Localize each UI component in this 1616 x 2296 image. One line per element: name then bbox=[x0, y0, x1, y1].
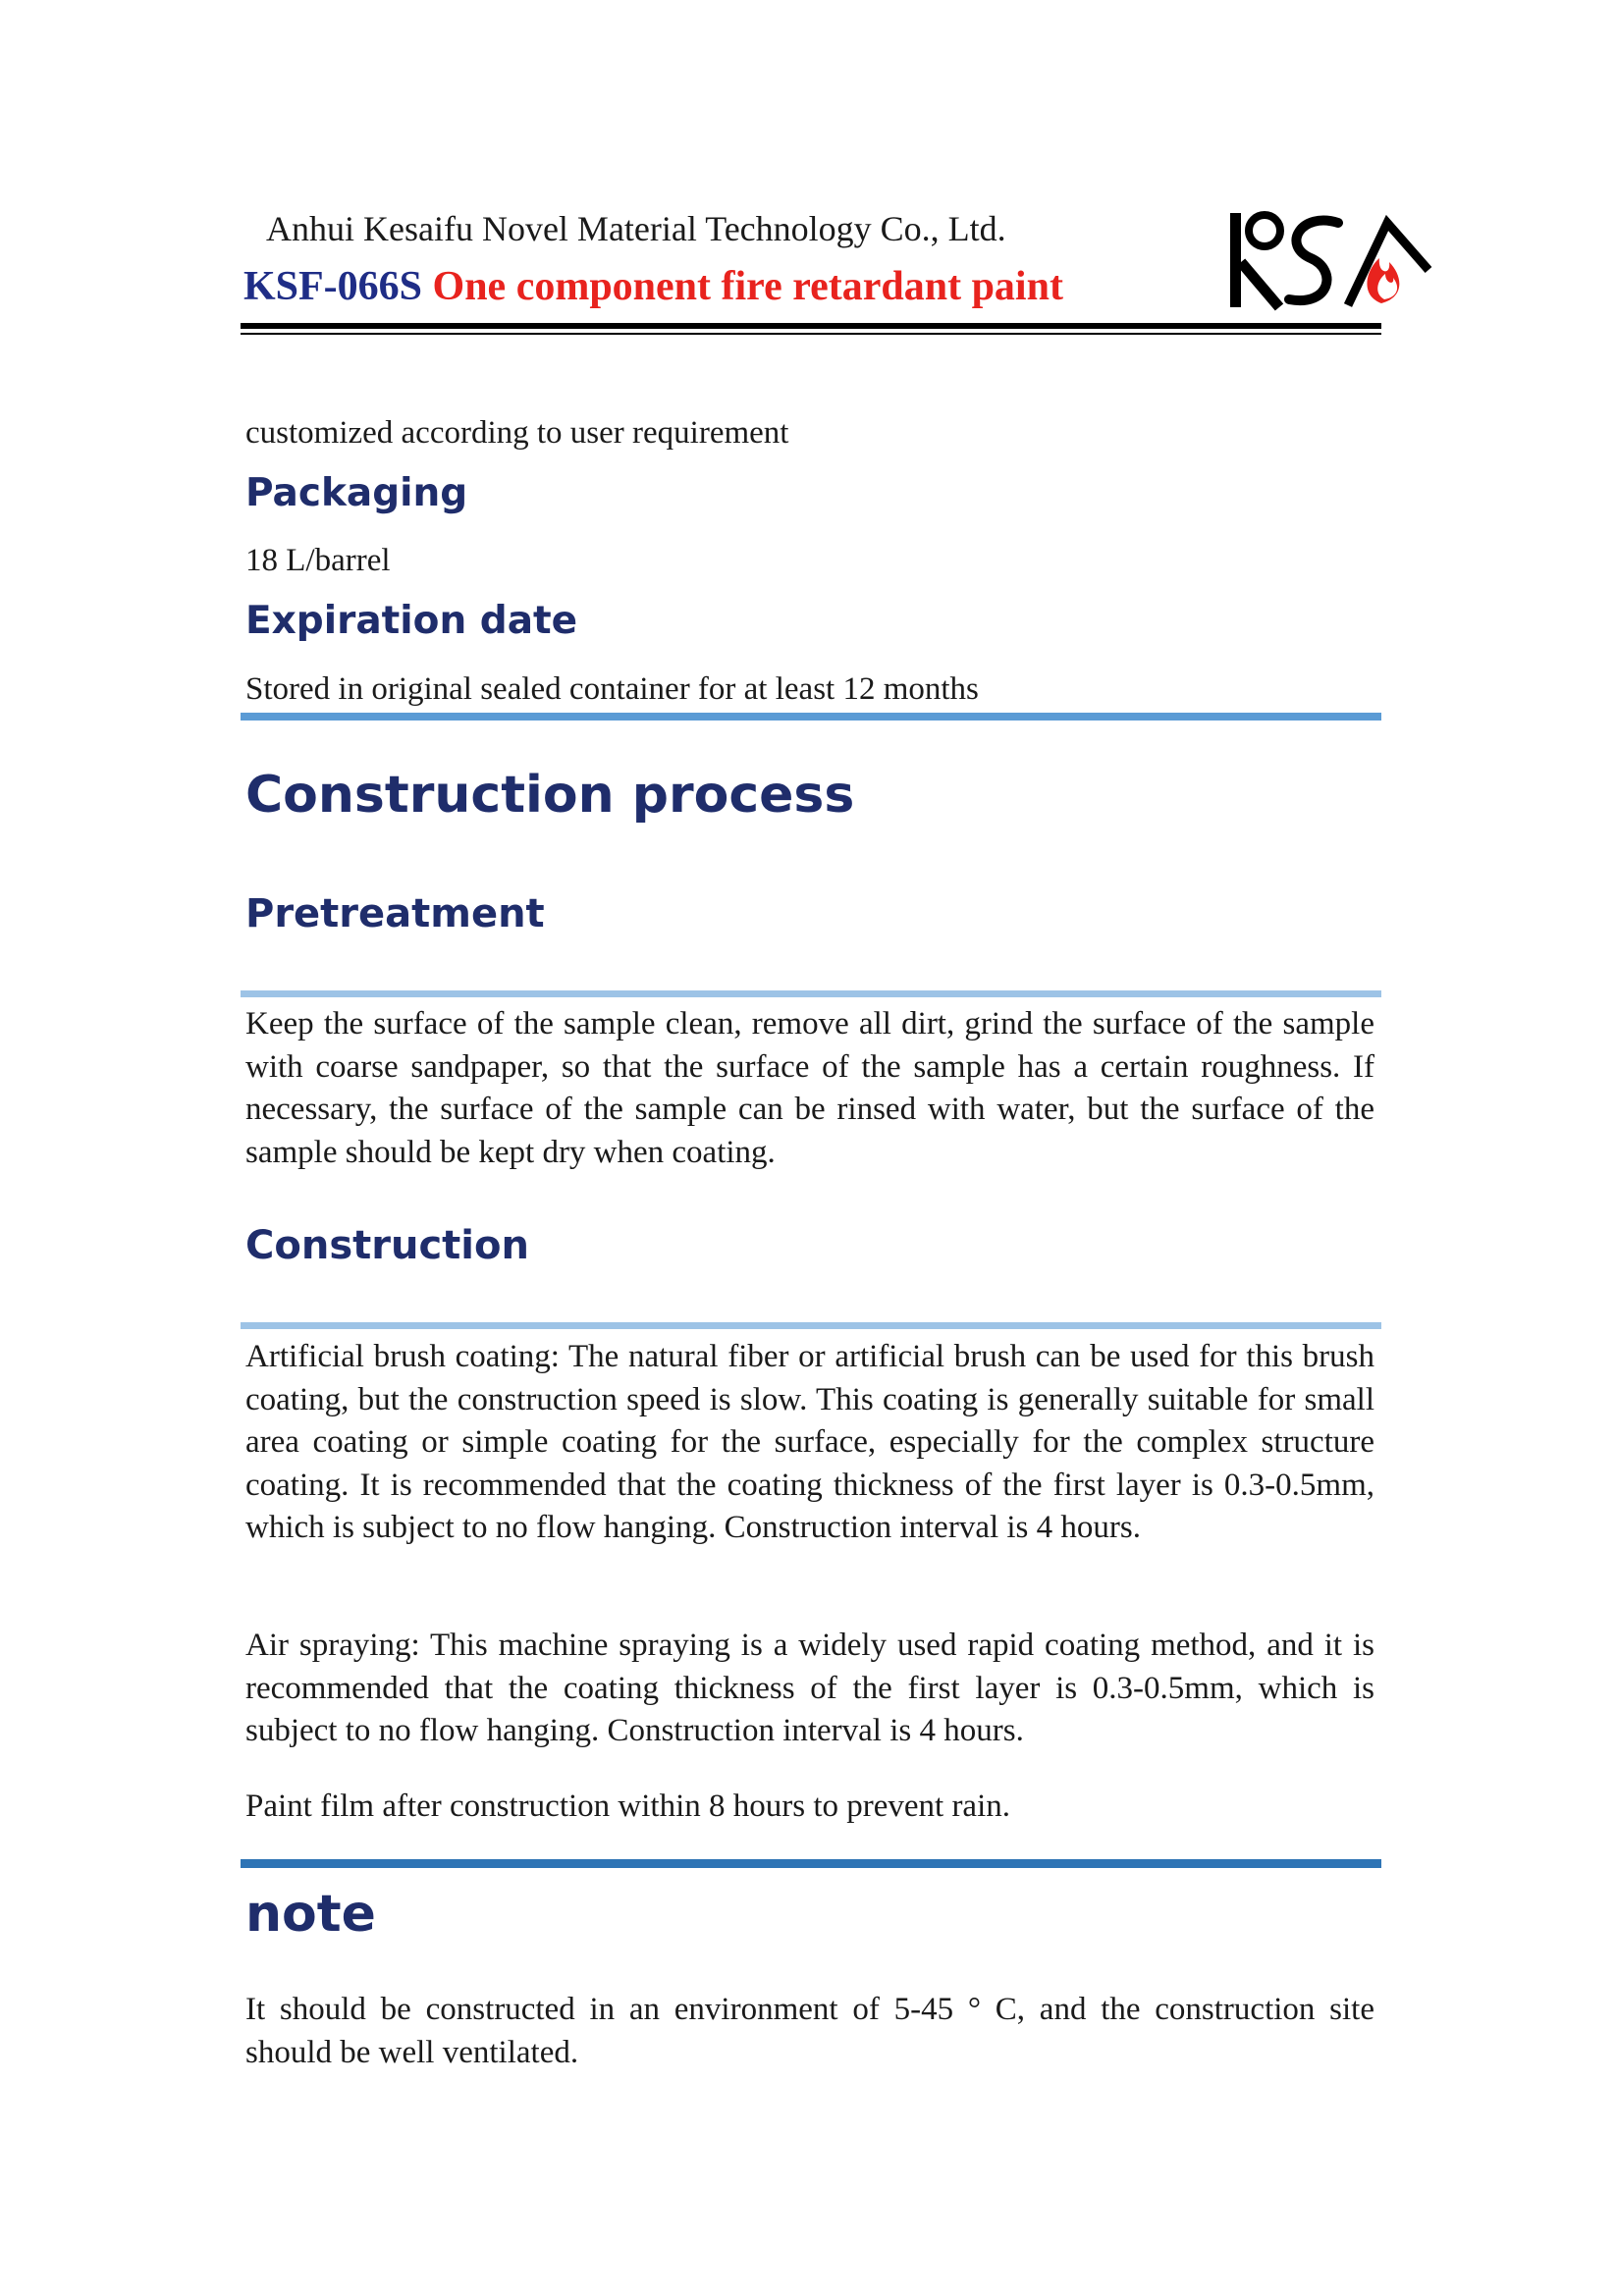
header-rule-thin bbox=[241, 333, 1381, 335]
logo-ring bbox=[1249, 215, 1280, 246]
packaging-text: 18 L/barrel bbox=[245, 543, 391, 578]
pretreatment-divider bbox=[241, 990, 1381, 997]
logo-k-stem bbox=[1230, 213, 1241, 307]
section-divider bbox=[241, 713, 1381, 721]
logo-s-curve bbox=[1289, 221, 1338, 301]
intro-text: customized according to user requirement bbox=[245, 415, 789, 451]
air-spraying-paragraph: Air spraying: This machine spraying is a widely used rapid coating method, and it is recommended that the coating thickness of the first layer is 0.3-0.5mm, which is subject to no flow hanging. Construction interval is 4 hours. bbox=[245, 1628, 1374, 1748]
header-rule-thick bbox=[241, 323, 1381, 329]
construction-process-heading: Construction process bbox=[245, 766, 855, 825]
pretreatment-text: Keep the surface of the sample clean, remove all dirt, grind the surface of the sample with coarse sandpaper, so that the surface of the sample has a certain roughness. If necessary, the surface of the sample can be rinsed with water, but the surface of the sample should be kept dry when coating. bbox=[245, 1006, 1374, 1170]
note-text: It should be constructed in an environment of 5-45 ° C, and the construction site should be well ventilated. bbox=[245, 1992, 1374, 2070]
company-logo bbox=[1222, 201, 1438, 319]
product-code: KSF-066S bbox=[243, 264, 423, 309]
logo-k-leg bbox=[1241, 262, 1279, 307]
rain-paragraph: Paint film after construction within 8 hours to prevent rain. bbox=[245, 1789, 1010, 1824]
packaging-heading: Packaging bbox=[245, 471, 468, 515]
product-title bbox=[243, 263, 1063, 310]
construction-divider bbox=[241, 1322, 1381, 1329]
note-divider bbox=[241, 1859, 1381, 1868]
expiration-heading: Expiration date bbox=[245, 599, 578, 643]
company-name: Anhui Kesaifu Novel Material Technology Co., Ltd. bbox=[266, 209, 1006, 248]
pretreatment-heading: Pretreatment bbox=[245, 891, 545, 936]
construction-heading: Construction bbox=[245, 1223, 529, 1268]
note-heading: note bbox=[245, 1885, 376, 1944]
expiration-text: Stored in original sealed container for at least 12 months bbox=[245, 671, 979, 707]
brush-coating-paragraph: Artificial brush coating: The natural fiber or artificial brush can be used for this brush coating, but the construction speed is slow. This coating is generally suitable for small area coating or simple coating for the surface, especially for the complex structure coating. It is recommended that the coating thickness of the first layer is 0.3-0.5mm, which is subject to no flow hanging. Construction interval is 4 hours. bbox=[245, 1339, 1374, 1545]
product-name: One component fire retardant paint bbox=[432, 264, 1063, 309]
